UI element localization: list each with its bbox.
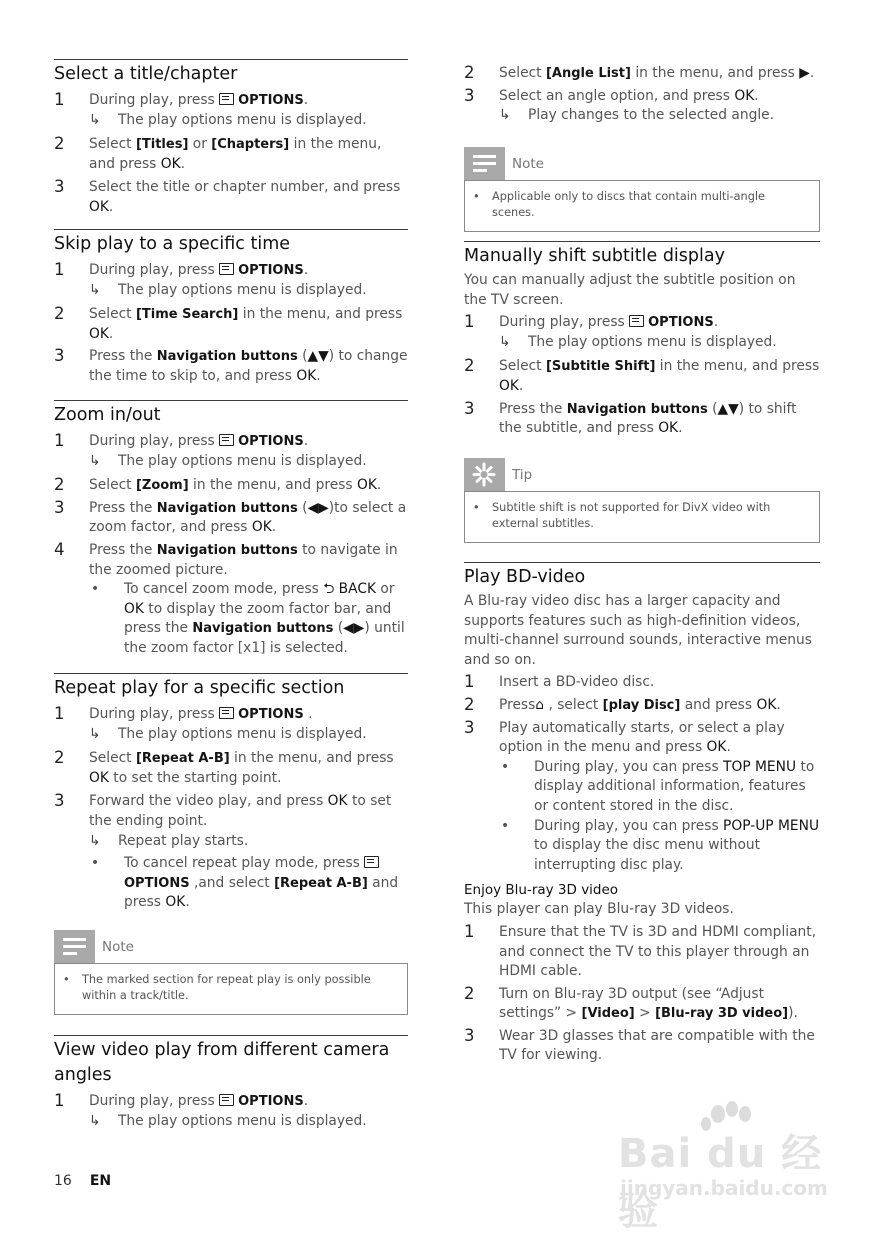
bullet-item: • During play, you can press TOP MENU to display additional information, features or content stored in the disc.: [501, 758, 815, 814]
note-angle: [464, 147, 820, 232]
result-arrow-icon: ↳: [89, 111, 101, 128]
options-icon: [219, 707, 234, 719]
section-select-title: [54, 59, 408, 218]
section-angle-continued: [464, 64, 820, 126]
baidu-watermark: [614, 1100, 828, 1234]
options-icon: [219, 434, 234, 446]
note-label: Note: [512, 156, 544, 172]
language-code: EN: [89, 1173, 112, 1189]
note-label: Note: [102, 939, 134, 955]
step: 1 Ensure that the TV is 3D and HDMI compliant, and connect the TV to this player through an HDMI cable.: [464, 921, 817, 980]
watermark-url: jingyan.baidu.com: [620, 1176, 828, 1200]
bullet-item: • During play, you can press POP-UP MENU to display the disc menu without interrupting disc play.: [501, 817, 820, 873]
subsection-intro: This player can play Blu-ray 3D videos.: [464, 901, 734, 918]
bullet-item: • To cancel zoom mode, press ⮌ BACK or OK to display the zoom factor bar, and press the Navigation buttons (◀▶) until the zoom factor [x1] is selected.: [91, 581, 405, 656]
step: 2 Select [Subtitle Shift] in the menu, and press OK.: [464, 356, 820, 394]
tip-box: • Subtitle shift is not supported for DivX video with external subtitles.: [464, 491, 820, 543]
result: ↳ The play options menu is displayed.: [89, 452, 408, 472]
options-icon: [364, 856, 379, 868]
options-icon: [219, 263, 234, 275]
tip-subtitle: [464, 458, 820, 543]
step: 3 Wear 3D glasses that are compatible with the TV for viewing.: [464, 1025, 815, 1064]
tip-label: Tip: [512, 467, 533, 483]
result: ↳ The play options menu is displayed.: [89, 111, 408, 131]
options-icon: [219, 93, 234, 105]
section-play-bd: [464, 562, 820, 1066]
note-box: • The marked section for repeat play is only possible within a track/title.: [54, 963, 408, 1015]
result-arrow-icon: ↳: [89, 725, 101, 742]
note-icon: [54, 930, 95, 963]
subsection-title: Enjoy Blu-ray 3D video: [464, 882, 619, 899]
page-number: 16: [54, 1173, 72, 1189]
step: 1 Insert a BD-video disc.: [464, 672, 655, 692]
step: 2 Select [Time Search] in the menu, and press OK.: [54, 304, 403, 342]
step: 3 Press the Navigation buttons (◀▶)to select a zoom factor, and press OK.: [54, 497, 407, 536]
result: ↳ The play options menu is displayed.: [89, 1112, 408, 1132]
result: ↳ Play changes to the selected angle.: [499, 106, 820, 126]
step: 3 Forward the video play, and press OK to set the ending point. ↳ Repeat play starts.: [54, 792, 408, 851]
section-title: Zoom in/out: [54, 405, 161, 425]
section-title: Select a title/chapter: [54, 64, 238, 84]
result: ↳ The play options menu is displayed.: [89, 725, 408, 745]
options-icon: [219, 1094, 234, 1106]
section-intro: A Blu-ray video disc has a larger capacity and supports features such as high-definition videos, multi-channel surround sounds, interactive menus and so on.: [464, 593, 812, 668]
step: 3 Select the title or chapter number, and press OK.: [54, 177, 401, 215]
step: 3 Select an angle option, and press OK. ↳ Play changes to the selected angle.: [464, 87, 820, 126]
step: 1 During play, press OPTIONS. ↳ The play options menu is displayed.: [54, 91, 408, 130]
options-icon: [629, 315, 644, 327]
section-camera-angles: [54, 1035, 408, 1131]
step: 2 Turn on Blu-ray 3D output (see “Adjust settings” > [Video] > [Blu-ray 3D video]).: [464, 983, 798, 1022]
note-icon: [464, 147, 505, 180]
result-arrow-icon: ↳: [499, 333, 511, 350]
step-number: 1: [54, 90, 65, 109]
back-icon: ⮌: [323, 581, 339, 598]
step: 2 Select [Repeat A-B] in the menu, and press OK to set the starting point.: [54, 748, 394, 786]
section-title: Manually shift subtitle display: [464, 246, 725, 266]
step: 3 Press the Navigation buttons (▲▼) to shift the subtitle, and press OK.: [464, 398, 797, 437]
step: 1 During play, press OPTIONS . ↳ The play options menu is displayed.: [54, 705, 408, 744]
result: ↳ The play options menu is displayed.: [499, 333, 820, 353]
up-down-arrows-icon: ▲▼: [307, 348, 329, 365]
up-down-arrows-icon: ▲▼: [717, 400, 739, 417]
step: 1 During play, press OPTIONS. ↳ The play options menu is displayed.: [54, 1092, 408, 1131]
step: 1 During play, press OPTIONS. ↳ The play options menu is displayed.: [54, 432, 408, 471]
step: 2 Select [Angle List] in the menu, and press ▶.: [464, 63, 815, 82]
result: ↳ Repeat play starts.: [89, 832, 408, 852]
watermark-brand: Bai du 经验: [618, 1131, 823, 1234]
section-subtitle-shift: [464, 241, 820, 439]
section-intro: You can manually adjust the subtitle position on the TV screen.: [464, 272, 796, 308]
step: 1 During play, press OPTIONS. ↳ The play options menu is displayed.: [464, 313, 820, 352]
result-arrow-icon: ↳: [89, 452, 101, 469]
result-arrow-icon: ↳: [89, 281, 101, 298]
section-skip-time: [54, 229, 408, 387]
step: 2 Select [Titles] or [Chapters] in the menu, and press OK.: [54, 134, 382, 172]
result: ↳ The play options menu is displayed.: [89, 281, 408, 301]
step: 3 Press the Navigation buttons (▲▼) to change the time to skip to, and press OK.: [54, 346, 408, 384]
step: 4 Press the Navigation buttons to navigate in the zoomed picture.: [54, 539, 398, 578]
result-arrow-icon: ↳: [89, 832, 101, 849]
step: 2 Select [Zoom] in the menu, and press OK.: [54, 475, 382, 495]
bullet-item: • To cancel repeat play mode, press OPTIONS ,and select [Repeat A-B] and press OK.: [91, 855, 399, 911]
step: 2 Press⌂ , select [play Disc] and press OK.: [464, 694, 781, 714]
step: 3 Play automatically starts, or select a play option in the menu and press OK.: [464, 717, 785, 756]
page-footer: [54, 1173, 111, 1189]
left-right-arrows-icon: ◀▶: [307, 499, 329, 516]
note-box: • Applicable only to discs that contain multi-angle scenes.: [464, 180, 820, 232]
play-arrow-icon: ▶: [799, 65, 810, 81]
result-arrow-icon: ↳: [89, 1112, 101, 1129]
tip-icon: [464, 458, 505, 491]
section-title: Skip play to a specific time: [54, 234, 291, 254]
section-repeat-ab: [54, 673, 408, 913]
note-repeat: [54, 930, 408, 1015]
section-title: Repeat play for a specific section: [54, 678, 345, 698]
step: 1 During play, press OPTIONS. ↳ The play options menu is displayed.: [54, 261, 408, 300]
home-icon: ⌂: [535, 696, 545, 713]
section-title: Play BD-video: [464, 567, 586, 587]
section-title: View video play from different camera angles: [54, 1040, 390, 1085]
section-zoom: [54, 400, 408, 659]
result-arrow-icon: ↳: [499, 107, 511, 124]
